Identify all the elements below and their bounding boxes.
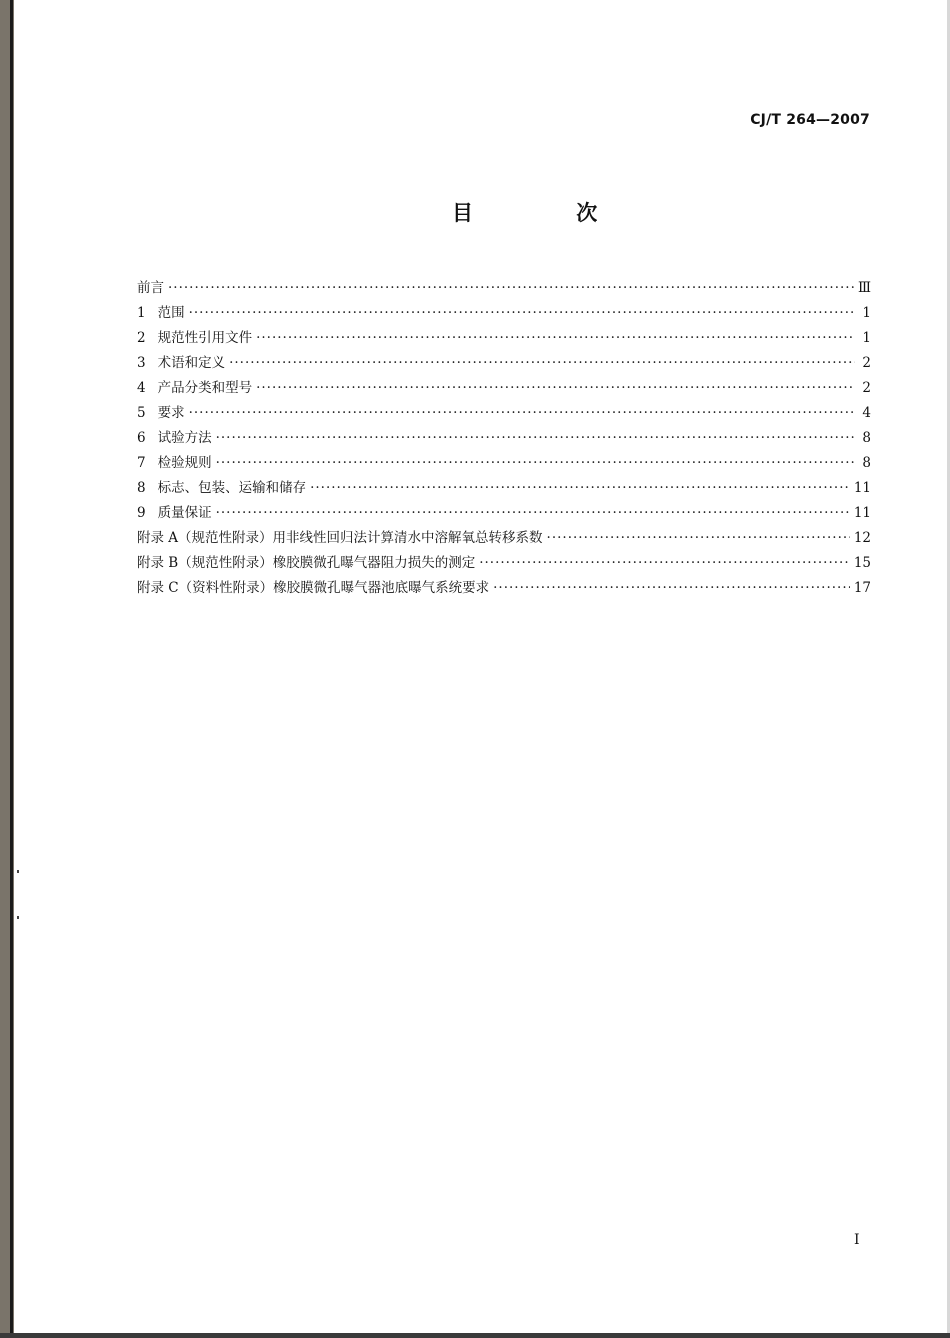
toc-entry-2[interactable] [137,326,871,351]
toc-entry-label: 要求 [157,405,185,421]
toc-entry-label: 范围 [157,305,185,321]
toc-leader-dots [256,380,855,396]
table-of-contents [137,276,871,601]
toc-leader-dots [216,455,855,471]
toc-leader-dots [189,305,855,321]
toc-entry-number: 2 [137,330,146,346]
toc-leader-dots [229,355,855,371]
toc-leader-dots [216,505,850,521]
toc-leader-dots [310,480,850,496]
toc-title: 目 次 [452,201,646,225]
toc-leader-dots [479,555,850,571]
toc-entry-3[interactable] [137,351,871,376]
toc-entry-label: 试验方法 [157,430,212,446]
toc-entry-number: 5 [137,405,146,421]
toc-entry-7[interactable] [137,451,871,476]
toc-entry-number: 1 [137,305,146,321]
toc-entry-label: 产品分类和型号 [157,380,253,396]
toc-entry-page: 12 [853,530,871,546]
toc-entry-label: 术语和定义 [157,355,226,371]
toc-entry-label: 标志、包装、运输和储存 [157,480,307,496]
toc-entry-number: 4 [137,380,146,396]
toc-appendix-prefix: 附录 B（规范性附录） [137,555,273,571]
toc-entry-label: 质量保证 [157,505,212,521]
standard-number: CJ/T 264—2007 [750,112,870,128]
toc-entry-label: 前言 [137,280,164,296]
toc-entry-appendix-a[interactable] [137,526,871,551]
toc-leader-dots [493,580,850,596]
margin-mark [17,916,19,919]
toc-appendix-prefix: 附录 A（规范性附录） [137,530,273,546]
toc-entry-page: 15 [853,555,871,571]
toc-entry-8[interactable] [137,476,871,501]
toc-entry-page: 2 [862,380,871,396]
toc-entry-label: 规范性引用文件 [157,330,253,346]
toc-entry-page: 11 [853,505,871,521]
toc-entry-number: 6 [137,430,146,446]
toc-leader-dots [256,330,855,346]
toc-entry-1[interactable] [137,301,871,326]
toc-leader-dots [547,530,850,546]
toc-entry-label: 橡胶膜微孔曝气器池底曝气系统要求 [273,580,490,596]
toc-leader-dots [168,280,854,296]
toc-entry-6[interactable] [137,426,871,451]
toc-entry-number: 3 [137,355,146,371]
toc-entry-page: 8 [862,430,871,446]
margin-mark [17,870,19,873]
toc-entry-9[interactable] [137,501,871,526]
toc-entry-appendix-b[interactable] [137,551,871,576]
toc-entry-foreword[interactable] [137,276,871,301]
toc-appendix-prefix: 附录 C（资料性附录） [137,580,274,596]
toc-entry-4[interactable] [137,376,871,401]
toc-entry-page: 17 [853,580,871,596]
toc-leader-dots [189,405,855,421]
toc-entry-page: 2 [862,355,871,371]
toc-entry-appendix-c[interactable] [137,576,871,601]
toc-entry-page: 1 [862,305,871,321]
viewer-bottom-border [0,1333,950,1338]
toc-entry-label: 用非线性回归法计算清水中溶解氧总转移系数 [272,530,543,546]
toc-entry-page: 1 [862,330,871,346]
toc-entry-label: 橡胶膜微孔曝气器阻力损失的测定 [272,555,476,571]
toc-entry-page: 4 [862,405,871,421]
toc-entry-5[interactable] [137,401,871,426]
toc-entry-label: 检验规则 [157,455,212,471]
toc-entry-number: 9 [137,505,146,521]
toc-entry-number: 7 [137,455,146,471]
toc-entry-page: 8 [862,455,871,471]
page-number: I [854,1232,860,1248]
toc-entry-page: Ⅲ [857,280,871,296]
toc-entry-page: 11 [853,480,871,496]
viewer-left-border-inner [10,0,13,1338]
toc-entry-number: 8 [137,480,146,496]
toc-leader-dots [216,430,855,446]
